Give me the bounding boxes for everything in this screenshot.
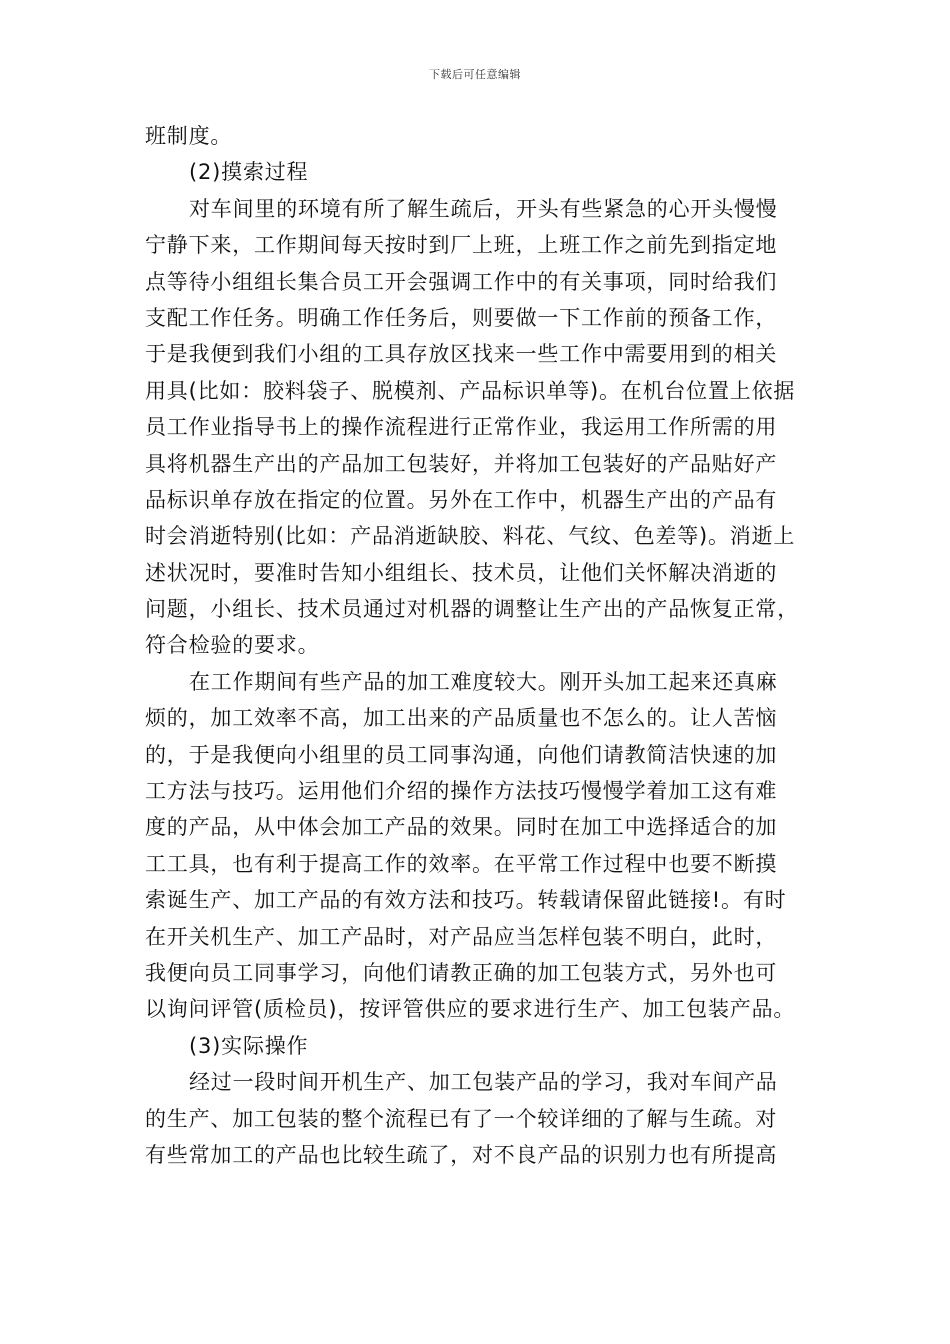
page-header: 下载后可任意编辑	[429, 68, 521, 81]
text-line: 工方法与技巧。运用他们介绍的操作方法技巧慢慢学着加工这有难	[145, 779, 778, 804]
text-line: 对车间里的环境有所了解生疏后，开头有些紧急的心开头慢慢	[189, 196, 778, 221]
text-line: 度的产品，从中体会加工产品的效果。同时在加工中选择适合的加	[145, 815, 778, 840]
text-line: 支配工作任务。明确工作任务后，则要做一下工作前的预备工作，	[145, 305, 778, 330]
text-line: 时会消逝特别(比如：产品消逝缺胶、料花、气纹、色差等)。消逝上	[145, 524, 796, 549]
text-line: 的，于是我便向小组里的员工同事沟通，向他们请教简洁快速的加	[145, 742, 778, 767]
text-line: 述状况时，要准时告知小组组长、技术员，让他们关怀解决消逝的	[145, 560, 778, 585]
text-line: 在开关机生产、加工产品时，对产品应当怎样包装不明白，此时，	[145, 924, 778, 949]
text-line: 班制度。	[145, 124, 233, 148]
text-line: 有些常加工的产品也比较生疏了，对不良产品的识别力也有所提高	[145, 1142, 778, 1167]
text-line: 烦的，加工效率不高，加工出来的产品质量也不怎么的。让人苦恼	[145, 706, 778, 731]
text-line: 品标识单存放在指定的位置。另外在工作中，机器生产出的产品有	[145, 487, 778, 512]
text-line: 经过一段时间开机生产、加工包装产品的学习，我对车间产品	[189, 1070, 778, 1095]
text-line: 宁静下来，工作期间每天按时到厂上班，上班工作之前先到指定地	[145, 233, 778, 258]
text-line: 索诞生产、加工产品的有效方法和技巧。转载请保留此链接!。有时	[145, 888, 787, 913]
text-line: 问题，小组长、技术员通过对机器的调整让生产出的产品恢复正常，	[145, 597, 799, 622]
text-line: (2)摸索过程	[189, 160, 309, 185]
text-line: 用具(比如：胶料袋子、脱模剂、产品标识单等)。在机台位置上依据	[145, 378, 796, 403]
text-line: 在工作期间有些产品的加工难度较大。刚开头加工起来还真麻	[189, 669, 778, 694]
text-line: 点等待小组组长集合员工开会强调工作中的有关事项，同时给我们	[145, 269, 778, 294]
text-line: 我便向员工同事学习，向他们请教正确的加工包装方式，另外也可	[145, 960, 778, 985]
text-line: 具将机器生产出的产品加工包装好，并将加工包装好的产品贴好产	[145, 451, 778, 476]
text-line: (3)实际操作	[189, 1033, 309, 1058]
text-line: 员工作业指导书上的操作流程进行正常作业，我运用工作所需的用	[145, 415, 778, 440]
text-line: 的生产、加工包装的整个流程已有了一个较详细的了解与生疏。对	[145, 1106, 778, 1131]
text-line: 工工具，也有利于提高工作的效率。在平常工作过程中也要不断摸	[145, 851, 778, 876]
document-body	[145, 118, 810, 1173]
text-line: 以询问评管(质检员)，按评管供应的要求进行生产、加工包装产品。	[145, 997, 796, 1022]
text-line: 于是我便到我们小组的工具存放区找来一些工作中需要用到的相关	[145, 342, 778, 367]
text-line: 符合检验的要求。	[145, 633, 320, 658]
